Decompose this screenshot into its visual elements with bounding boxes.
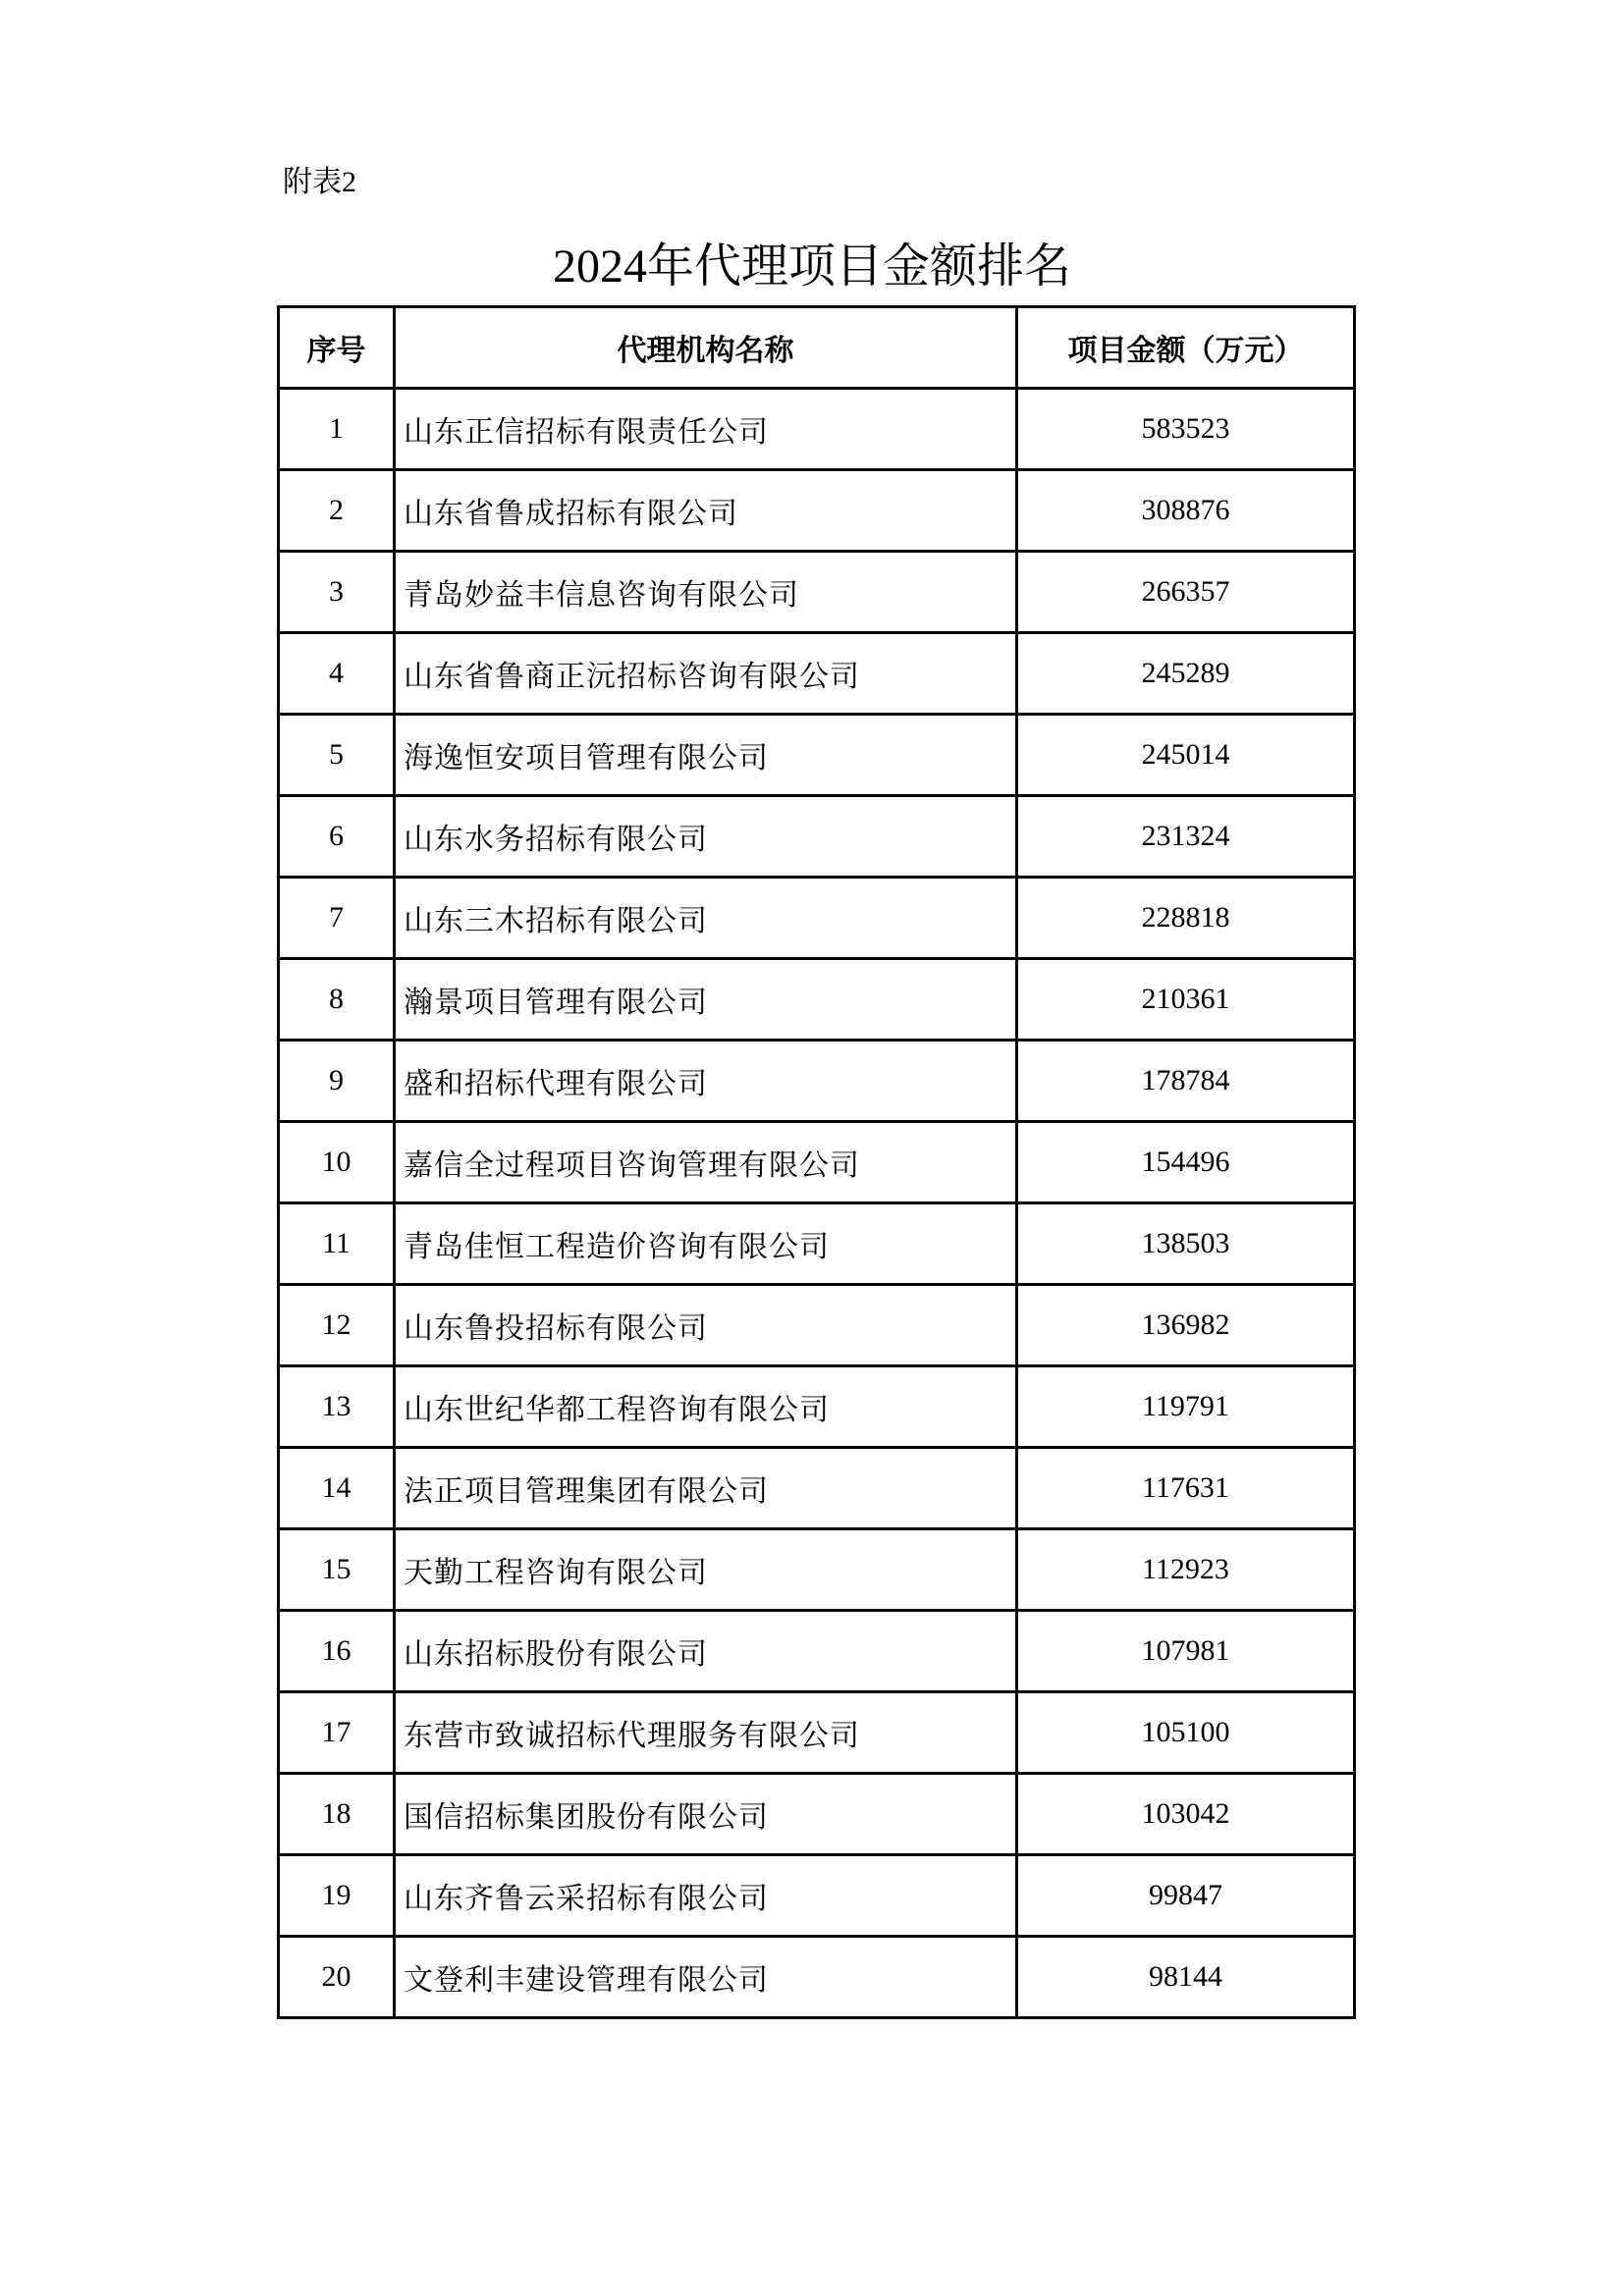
- rank-cell: 6: [279, 796, 395, 878]
- rank-cell: 7: [279, 878, 395, 959]
- amount-cell: 245289: [1017, 633, 1355, 715]
- ranking-table: [277, 305, 1356, 2019]
- table-row: [279, 796, 1355, 878]
- agency-name-cell: 山东招标股份有限公司: [395, 1611, 1017, 1692]
- amount-cell: 231324: [1017, 796, 1355, 878]
- agency-name-cell: 天勤工程咨询有限公司: [395, 1529, 1017, 1611]
- rank-cell: 9: [279, 1041, 395, 1122]
- agency-name-cell: 海逸恒安项目管理有限公司: [395, 715, 1017, 796]
- table-body: [279, 389, 1355, 2018]
- table-row: [279, 1041, 1355, 1122]
- rank-cell: 12: [279, 1285, 395, 1366]
- agency-name-cell: 山东世纪华都工程咨询有限公司: [395, 1366, 1017, 1448]
- rank-cell: 16: [279, 1611, 395, 1692]
- table-row: [279, 1366, 1355, 1448]
- rank-cell: 19: [279, 1855, 395, 1937]
- table-row: [279, 1692, 1355, 1774]
- header-row: [279, 307, 1355, 389]
- header-agency-name: 代理机构名称: [395, 307, 1017, 389]
- table-row: [279, 1285, 1355, 1366]
- agency-name-cell: 山东齐鲁云采招标有限公司: [395, 1855, 1017, 1937]
- amount-cell: 103042: [1017, 1774, 1355, 1855]
- table-row: [279, 1937, 1355, 2018]
- agency-name-cell: 青岛佳恒工程造价咨询有限公司: [395, 1203, 1017, 1285]
- amount-cell: 99847: [1017, 1855, 1355, 1937]
- rank-cell: 20: [279, 1937, 395, 2018]
- agency-name-cell: 文登利丰建设管理有限公司: [395, 1937, 1017, 2018]
- table-row: [279, 715, 1355, 796]
- agency-name-cell: 山东正信招标有限责任公司: [395, 389, 1017, 470]
- agency-name-cell: 山东省鲁成招标有限公司: [395, 470, 1017, 552]
- table-row: [279, 1855, 1355, 1937]
- rank-cell: 13: [279, 1366, 395, 1448]
- header-rank: 序号: [279, 307, 395, 389]
- rank-cell: 8: [279, 959, 395, 1041]
- rank-cell: 15: [279, 1529, 395, 1611]
- amount-cell: 266357: [1017, 552, 1355, 633]
- agency-name-cell: 山东三木招标有限公司: [395, 878, 1017, 959]
- rank-cell: 18: [279, 1774, 395, 1855]
- agency-name-cell: 山东省鲁商正沅招标咨询有限公司: [395, 633, 1017, 715]
- rank-cell: 14: [279, 1448, 395, 1529]
- rank-cell: 2: [279, 470, 395, 552]
- table-row: [279, 1774, 1355, 1855]
- table-row: [279, 552, 1355, 633]
- rank-cell: 4: [279, 633, 395, 715]
- attachment-label: 附表2: [283, 166, 356, 198]
- table-row: [279, 389, 1355, 470]
- table-header: [279, 307, 1355, 389]
- table-row: [279, 1448, 1355, 1529]
- amount-cell: 138503: [1017, 1203, 1355, 1285]
- table-row: [279, 470, 1355, 552]
- amount-cell: 112923: [1017, 1529, 1355, 1611]
- agency-name-cell: 瀚景项目管理有限公司: [395, 959, 1017, 1041]
- amount-cell: 98144: [1017, 1937, 1355, 2018]
- rank-cell: 1: [279, 389, 395, 470]
- amount-cell: 210361: [1017, 959, 1355, 1041]
- amount-cell: 178784: [1017, 1041, 1355, 1122]
- table-row: [279, 633, 1355, 715]
- amount-cell: 154496: [1017, 1122, 1355, 1203]
- agency-name-cell: 东营市致诚招标代理服务有限公司: [395, 1692, 1017, 1774]
- agency-name-cell: 山东水务招标有限公司: [395, 796, 1017, 878]
- page-title: 2024年代理项目金额排名: [552, 240, 1071, 293]
- rank-cell: 17: [279, 1692, 395, 1774]
- table-row: [279, 1122, 1355, 1203]
- table-row: [279, 959, 1355, 1041]
- amount-cell: 228818: [1017, 878, 1355, 959]
- table-row: [279, 1529, 1355, 1611]
- agency-name-cell: 盛和招标代理有限公司: [395, 1041, 1017, 1122]
- agency-name-cell: 青岛妙益丰信息咨询有限公司: [395, 552, 1017, 633]
- rank-cell: 11: [279, 1203, 395, 1285]
- agency-name-cell: 山东鲁投招标有限公司: [395, 1285, 1017, 1366]
- amount-cell: 117631: [1017, 1448, 1355, 1529]
- rank-cell: 5: [279, 715, 395, 796]
- table-row: [279, 1611, 1355, 1692]
- rank-cell: 10: [279, 1122, 395, 1203]
- amount-cell: 136982: [1017, 1285, 1355, 1366]
- amount-cell: 107981: [1017, 1611, 1355, 1692]
- table-row: [279, 878, 1355, 959]
- agency-name-cell: 国信招标集团股份有限公司: [395, 1774, 1017, 1855]
- agency-name-cell: 法正项目管理集团有限公司: [395, 1448, 1017, 1529]
- table-row: [279, 1203, 1355, 1285]
- amount-cell: 308876: [1017, 470, 1355, 552]
- amount-cell: 245014: [1017, 715, 1355, 796]
- amount-cell: 119791: [1017, 1366, 1355, 1448]
- agency-name-cell: 嘉信全过程项目咨询管理有限公司: [395, 1122, 1017, 1203]
- rank-cell: 3: [279, 552, 395, 633]
- amount-cell: 583523: [1017, 389, 1355, 470]
- amount-cell: 105100: [1017, 1692, 1355, 1774]
- header-amount: 项目金额（万元）: [1017, 307, 1355, 389]
